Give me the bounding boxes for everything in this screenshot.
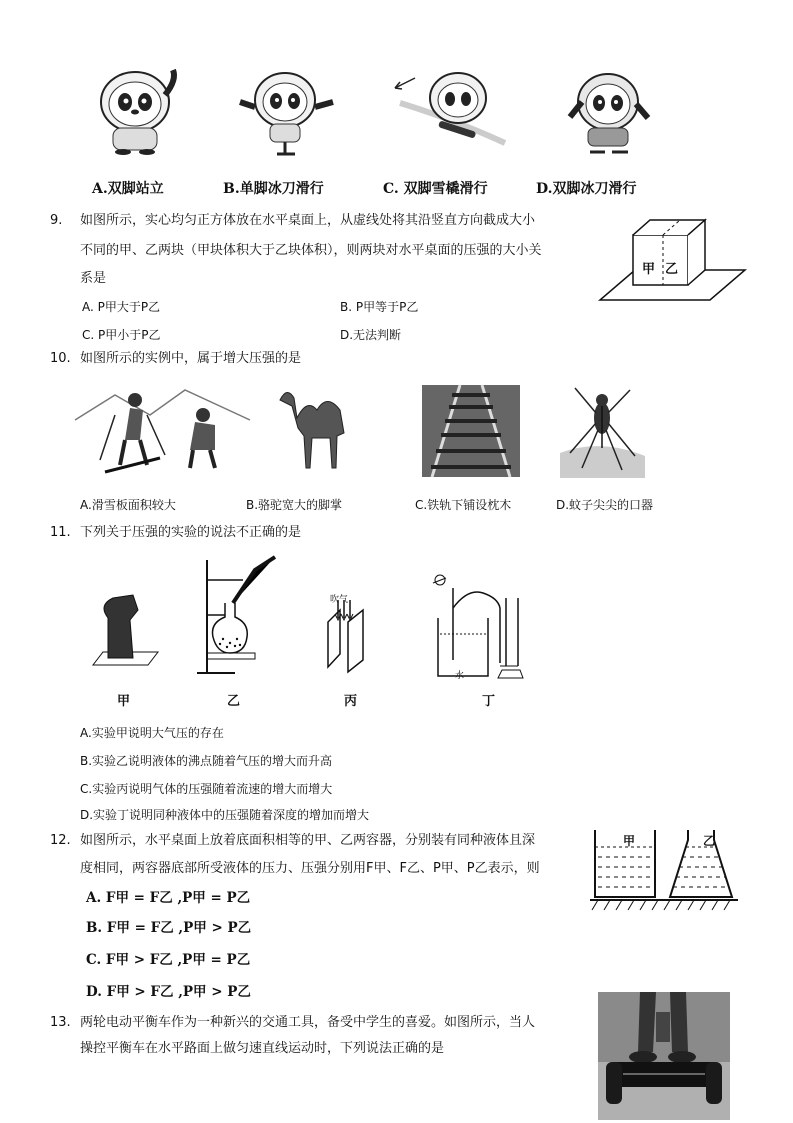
experiment-yi-figure bbox=[195, 555, 285, 680]
camel-image bbox=[272, 378, 362, 473]
two-containers-figure bbox=[590, 822, 740, 917]
panda-standing-image bbox=[85, 60, 195, 155]
q12-stem-line1: 如图所示，水平桌面上放着底面积相等的甲、乙两容器，分别装有同种液体且深 bbox=[80, 833, 536, 848]
q13-stem-line1: 两轮电动平衡车作为一种新兴的交通工具，备受中学生的喜爱。如图所示，当人 bbox=[80, 1015, 536, 1030]
q10-number: 10. bbox=[50, 351, 71, 366]
q10-option-b[interactable]: B.骆驼宽大的脚掌 bbox=[246, 498, 343, 512]
q11-option-d[interactable]: D.实验丁说明同种液体中的压强随着深度的增加而增大 bbox=[80, 808, 370, 822]
q12-fig-label-yi: 乙 bbox=[703, 834, 716, 848]
panda-single-skate-image bbox=[235, 62, 345, 157]
skiers-image bbox=[75, 380, 250, 475]
q12-fig-label-jia: 甲 bbox=[623, 834, 636, 848]
q12-number: 12. bbox=[50, 833, 71, 848]
q11-stem: 下列关于压强的实验的说法不正确的是 bbox=[80, 525, 302, 540]
q10-option-d[interactable]: D.蚊子尖尖的口器 bbox=[556, 498, 654, 512]
balance-scooter-image bbox=[598, 992, 730, 1120]
q11-fig-label-jia: 甲 bbox=[117, 694, 131, 709]
experiment-ding-figure bbox=[428, 568, 528, 683]
q13-stem-line2: 操控平衡车在水平路面上做匀速直线运动时，下列说法正确的是 bbox=[80, 1041, 445, 1056]
q8-option-a[interactable]: A.双脚站立 bbox=[92, 181, 164, 197]
q11-blow-annotation: 吹气 bbox=[330, 595, 349, 605]
q11-fig-label-ding: 丁 bbox=[482, 694, 496, 709]
q9-number: 9. bbox=[50, 213, 63, 228]
mosquito-image bbox=[560, 378, 645, 478]
q12-stem-line2: 度相同，两容器底部所受液体的压力、压强分别用F甲、F乙、P甲、P乙表示，则 bbox=[80, 861, 540, 876]
q9-stem-line1: 如图所示，实心均匀正方体放在水平桌面上，从虚线处将其沿竖直方向截成大小 bbox=[80, 213, 536, 228]
q10-option-a[interactable]: A.滑雪板面积较大 bbox=[80, 498, 176, 512]
q8-option-b[interactable]: B.单脚冰刀滑行 bbox=[223, 181, 324, 197]
q11-option-b[interactable]: B.实验乙说明液体的沸点随着气压的增大而升高 bbox=[80, 754, 333, 768]
q9-stem-line3: 系是 bbox=[80, 271, 107, 286]
q9-option-a[interactable]: A. P甲大于P乙 bbox=[82, 300, 161, 314]
q9-option-c[interactable]: C. P甲小于P乙 bbox=[82, 328, 161, 342]
q12-option-c[interactable]: C. F甲 > F乙 ,P甲 = P乙 bbox=[86, 952, 251, 968]
q11-fig-label-bing: 丙 bbox=[344, 694, 358, 709]
q9-fig-label-yi: 乙 bbox=[665, 262, 679, 277]
q8-option-d[interactable]: D.双脚冰刀滑行 bbox=[536, 181, 637, 197]
q13-number: 13. bbox=[50, 1015, 71, 1030]
q8-option-c[interactable]: C. 双脚雪橇滑行 bbox=[383, 181, 488, 197]
q11-fig-label-yi: 乙 bbox=[227, 694, 241, 709]
q9-fig-label-jia: 甲 bbox=[642, 262, 656, 277]
q11-option-c[interactable]: C.实验丙说明气体的压强随着流速的增大而增大 bbox=[80, 782, 333, 796]
q12-option-b[interactable]: B. F甲 = F乙 ,P甲 > P乙 bbox=[86, 920, 252, 936]
q12-option-d[interactable]: D. F甲 > F乙 ,P甲 > P乙 bbox=[86, 984, 251, 1000]
q9-option-b[interactable]: B. P甲等于P乙 bbox=[340, 300, 419, 314]
panda-double-skate-image bbox=[560, 62, 660, 157]
experiment-jia-figure bbox=[88, 590, 163, 670]
q9-option-d[interactable]: D.无法判断 bbox=[340, 328, 402, 342]
q10-option-c[interactable]: C.铁轨下铺设枕木 bbox=[415, 498, 512, 512]
q9-stem-line2: 不同的甲、乙两块（甲块体积大于乙块体积），则两块对水平桌面的压强的大小关 bbox=[80, 243, 542, 258]
panda-snowboard-image bbox=[390, 58, 510, 158]
q11-water-annotation: 水 bbox=[455, 671, 465, 681]
q10-stem: 如图所示的实例中，属于增大压强的是 bbox=[80, 351, 302, 366]
railway-track-image bbox=[422, 385, 520, 477]
q11-number: 11. bbox=[50, 525, 71, 540]
q12-option-a[interactable]: A. F甲 = F乙 ,P甲 = P乙 bbox=[86, 890, 251, 906]
q11-option-a[interactable]: A.实验甲说明大气压的存在 bbox=[80, 726, 224, 740]
